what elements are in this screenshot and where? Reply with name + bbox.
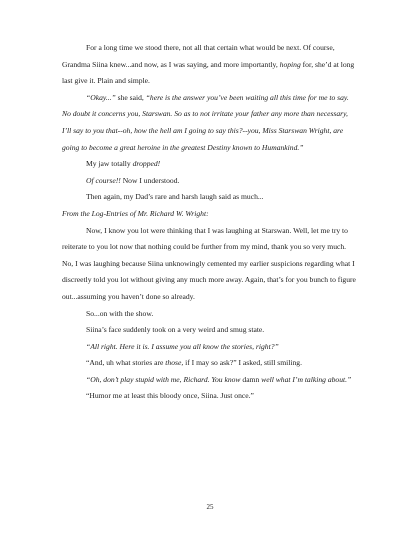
plain-text: Now, I know you lot were thinking that I was laughing at Starswan. Well, let me try to: [86, 225, 348, 235]
text-line: [62, 289, 380, 306]
text-line: [62, 306, 380, 323]
text-line: [62, 40, 380, 57]
plain-text: My jaw totally: [86, 159, 133, 169]
italic-text: From the Log-Entries of Mr. Richard W. Wright:: [62, 208, 209, 218]
text-line: [62, 189, 380, 206]
plain-text: damn: [242, 374, 260, 384]
text-line: [62, 206, 380, 223]
text-line: [62, 106, 380, 123]
text-line: [62, 339, 380, 356]
italic-text: dropped!: [132, 159, 161, 169]
text-line: [62, 322, 380, 339]
plain-text: “Humor me at least this bloody once, Siina. Just once.”: [86, 391, 254, 401]
text-line: [62, 272, 380, 289]
italic-text: hoping: [279, 59, 301, 69]
text-line: [62, 123, 380, 140]
plain-text: she said,: [115, 92, 146, 102]
plain-text: discreetly told you lot without giving any much more away. Again, that’s for you bunch to figure: [62, 275, 356, 285]
plain-text: Grandma Siina knew...and now, as I was saying, and more importantly,: [62, 59, 280, 69]
text-line: [62, 256, 380, 273]
plain-text: No, I was laughing because Siina unknowingly cemented my earlier suspicions regarding what I: [62, 258, 355, 268]
plain-text: for, she’d at long: [300, 59, 355, 69]
body-text: [62, 40, 380, 405]
page-number: 25: [206, 503, 214, 511]
italic-text: Of course!!: [86, 175, 121, 185]
plain-text: Then again, my Dad’s rare and harsh laugh said as much...: [86, 192, 264, 202]
italic-text: “Oh, don’t play stupid with me, Richard. You know: [86, 374, 243, 384]
text-line: [62, 388, 380, 405]
text-line: [62, 90, 380, 107]
text-line: [62, 239, 380, 256]
plain-text: Siina’s face suddenly took on a very weird and smug state.: [86, 325, 265, 335]
text-line: [62, 156, 380, 173]
text-line: [62, 173, 380, 190]
italic-text: going to become a great heroine in the greatest Destiny known to Humankind.”: [62, 142, 304, 152]
italic-text: well what I’m talking about.”: [259, 374, 352, 384]
italic-text: “Okay...”: [86, 92, 116, 102]
plain-text: out...assuming you haven’t done so already.: [62, 291, 195, 301]
text-line: [62, 355, 380, 372]
italic-text: I’ll say to you that--oh, how the hell am I going to say this?--you, Miss Starswan Wright, are: [62, 125, 344, 135]
italic-text: those,: [165, 358, 184, 368]
italic-text: “All right. Here it is. I assume you all know the stories, right?”: [86, 341, 279, 351]
plain-text: reiterate to you lot now that nothing could be further from my mind, thank you so very much.: [62, 242, 347, 252]
plain-text: Now I understood.: [120, 175, 180, 185]
italic-text: Starswan. So as to not irritate your father any more than necessary,: [142, 109, 348, 119]
text-line: [62, 140, 380, 157]
text-line: [62, 372, 380, 389]
text-line: [62, 57, 380, 74]
plain-text: “And, uh what stories are: [86, 358, 166, 368]
italic-text: No doubt it concerns you,: [62, 109, 143, 119]
italic-text: “here is the answer you’ve been waiting all this time for me to say.: [145, 92, 349, 102]
text-line: [62, 73, 380, 90]
plain-text: if I may so ask?” I asked, still smiling.: [183, 358, 302, 368]
text-line: [62, 223, 380, 240]
plain-text: So...on with the show.: [86, 308, 154, 318]
plain-text: For a long time we stood there, not all that certain what would be next. Of course,: [86, 43, 335, 52]
plain-text: last give it. Plain and simple.: [62, 76, 150, 86]
